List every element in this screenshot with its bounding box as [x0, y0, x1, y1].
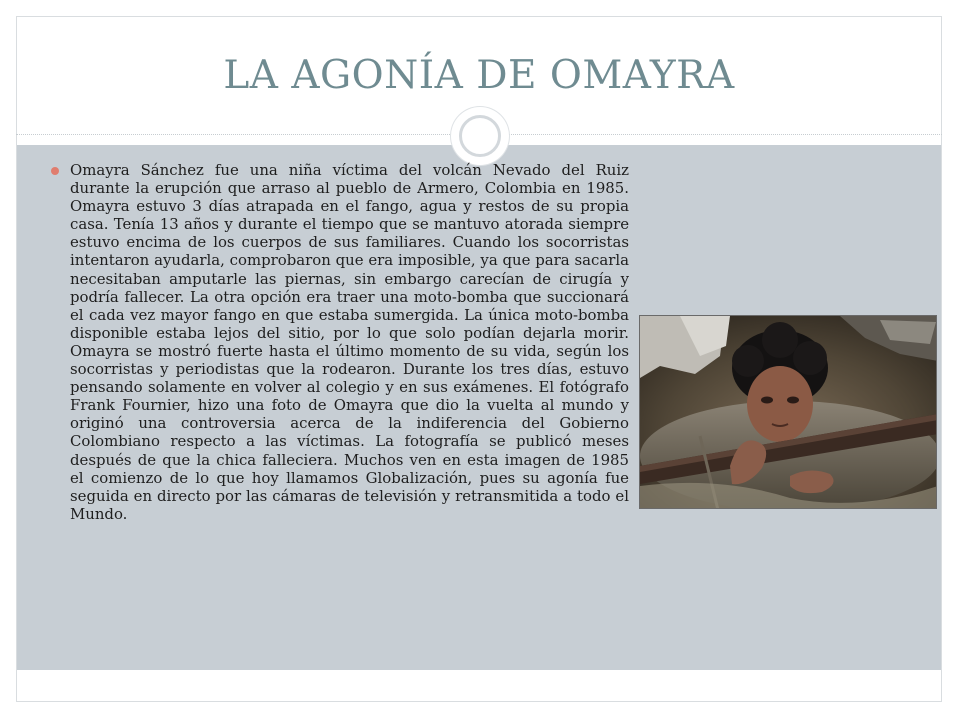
- ring-ornament-inner: [459, 115, 501, 157]
- slide-title: LA AGONÍA DE OMAYRA: [223, 52, 735, 98]
- footer-strip: [17, 670, 941, 701]
- photo: [639, 315, 937, 509]
- ring-ornament-icon: [451, 107, 509, 165]
- photo-illustration: [640, 316, 937, 509]
- body-paragraph: Omayra Sánchez fue una niña víctima del volcán Nevado del Ruiz durante la erupción que arraso al pueblo de Armero, Colombia en 1985. Omayra estuvo 3 días atrapada en el fango, agua y restos de su propia casa. Tenía 13 años y durante el tiempo que se mantuvo atorada siempre estuvo encima de los cuerpos de sus familiares. Cuando los socorristas intentaron ayudarla, comprobaron que era imposible, ya que para sacarla necesitaban amputarle las piernas, sin embargo carecían de cirugía y podría fallecer. La otra opción era traer una moto-bomba que succionará el cada vez mayor fango en que estaba sumergida. La única moto-bomba disponible estaba lejos del sitio, por lo que solo podían dejarla morir. Omayra se mostró fuerte hasta el último momento de su vida, según los socorristas y periodistas que la rodearon. Durante los tres días, estuvo pensando solamente en volver al colegio y en sus exámenes. El fotógrafo Frank Fournier, hizo una foto de Omayra que dio la vuelta al mundo y originó una controversia acerca de la indiferencia del Gobierno Colombiano respecto a las víctimas. La fotografía se publicó meses después de que la chica falleciera. Muchos ven en esta imagen de 1985 el comienzo de lo que hoy llamamos Globalización, pues su agonía fue seguida en directo por las cámaras de televisión y retransmitida a todo el Mundo.: [70, 161, 629, 523]
- bullet-dot-icon: [51, 167, 59, 175]
